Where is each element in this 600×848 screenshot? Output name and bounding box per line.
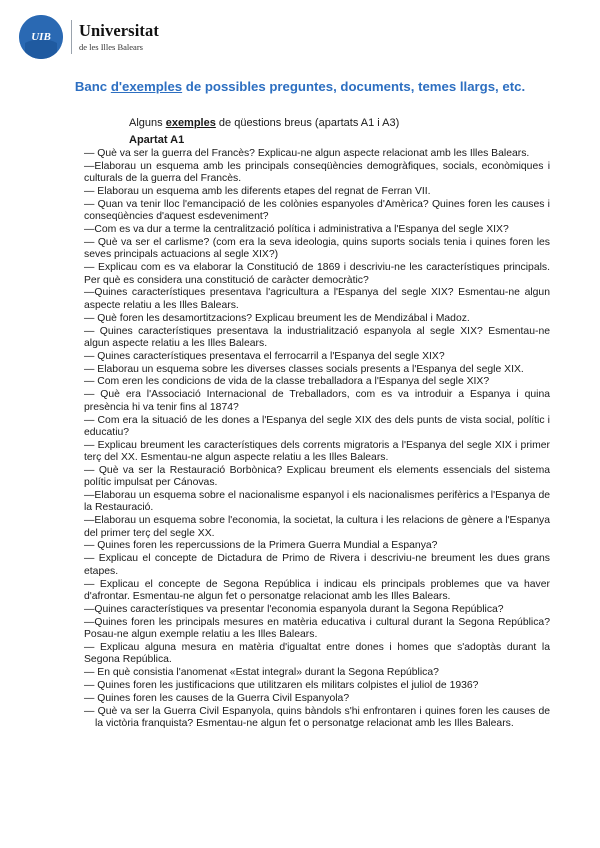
question-item: — Quan va tenir lloc l'emancipació de les colònies espanyoles d'Amèrica? Quines foren les causes i conseqüències d'aquest esdeveniment?: [84, 198, 550, 223]
question-item: — Elaborau un esquema sobre les diverses classes socials presents a l'Espanya del segle XIX.: [84, 363, 524, 375]
question-item: — Quines característiques presentava la industrialització espanyola al segle XIX? Esmentau-ne algun aspecte relatiu a les Illes Balears.: [84, 325, 550, 349]
question-item: — Explicau el concepte de Dictadura de Primo de Rivera i descriviu-ne breument les dues grans etapes.: [84, 553, 550, 577]
question-item: — Explicau breument les característiques dels corrents migratoris a l'Espanya del segle XIX i primer terç del XX. Esmentau-ne algun aspecte relatiu a les Illes Balears.: [84, 439, 550, 464]
uib-emblem: [19, 15, 63, 59]
question-item: —Quines característiques presentava l'agricultura a l'Espanya del segle XIX? Esmentau-ne algun aspecte relatiu a les Illes Balears.: [84, 287, 550, 311]
question-item: —Quines foren les principals mesures en matèria educativa i cultural durant la Segona República? Posau-ne algun exemple relatiu a les Illes Balears.: [84, 616, 550, 640]
question-item: — Elaborau un esquema amb les diferents etapes del regnat de Ferran VII.: [84, 186, 431, 198]
question-item: — Què va ser la guerra del Francès? Explicau-ne algun aspecte relacionat amb les Illes Balears.: [84, 148, 530, 159]
title-pre: Banc: [74, 79, 111, 94]
question-item: — Quines foren les justificacions que utilitzaren els militars colpistes el juliol de 1936?: [84, 679, 479, 691]
university-subname: de les Illes Balears: [79, 41, 143, 52]
question-item: —Quines característiques va presentar l'economia espanyola durant la Segona República?: [84, 603, 504, 615]
logo-emblem-text: UIB: [31, 31, 51, 43]
question-item: —Elaborau un esquema sobre el nacionalisme espanyol i els nacionalismes perifèrics a l'Espanya de la Restauració.: [84, 490, 550, 514]
question-item: — Què era l'Associació Internacional de Treballadors, com es va introduir a Espanya i quina presència hi va tenir fins al 1874?: [84, 389, 550, 413]
question-item: — Com era la situació de les dones a l'Espanya del segle XIX des dels punts de vista social, polític i educatiu?: [84, 414, 550, 438]
university-logo: [19, 15, 159, 59]
question-item: — Explicau el concepte de Segona República i indicau els principals problemes que va haver d'afrontar. Esmentau-ne algun fet o personatge relacionat amb les Illes Balears.: [84, 578, 550, 602]
logo-wordmark: [79, 23, 159, 51]
subtitle-pre: Alguns: [129, 117, 166, 129]
question-item: — Quines foren les causes de la Guerra Civil Espanyola?: [84, 692, 350, 704]
subtitle-bold: exemples: [165, 117, 216, 129]
logo-divider: [71, 20, 72, 54]
question-list: [84, 148, 550, 731]
question-item: — Què va ser la Guerra Civil Espanyola, quins bàndols s'hi enfrontaren i quines foren les causes de la victòria franquista? Esmentau-ne algun fet o personatge relacionat amb les Illes Balears.: [84, 705, 550, 729]
title-underlined: d'exemples: [110, 79, 183, 94]
question-item: — Quines característiques presentava el ferrocarril a l'Espanya del segle XIX?: [84, 350, 445, 362]
question-item: —Com es va dur a terme la centralització política i administrativa a l'Espanya del segle XIX?: [84, 224, 509, 236]
page-title: [0, 79, 600, 94]
question-item: — Quines foren les repercussions de la Primera Guerra Mundial a Espanya?: [84, 540, 438, 552]
question-item: —Elaborau un esquema amb les principals conseqüències demogràfiques, socials, econòmiques i culturals de la guerra del Francès.: [84, 160, 550, 185]
university-name: Universitat: [79, 21, 159, 40]
question-item: — Què foren les desamortitzacions? Explicau breument les de Mendizábal i Madoz.: [84, 312, 470, 324]
question-item: —Elaborau un esquema sobre l'economia, la societat, la cultura i les relacions de gènere a l'Espanya del primer terç del segle XX.: [84, 515, 550, 539]
question-item: — En què consistia l'anomenat «Estat integral» durant la Segona República?: [84, 667, 439, 679]
question-item: — Com eren les condicions de vida de la classe treballadora a l'Espanya del segle XIX?: [84, 376, 490, 388]
question-item: — Explicau alguna mesura en matèria d'igualtat entre dones i homes que s'adoptàs durant la Segona República.: [84, 641, 550, 666]
section-heading: Apartat A1: [129, 134, 185, 146]
question-item: — Què va ser la Restauració Borbònica? Explicau breument els elements essencials del sistema polític impulsat per Cánovas.: [84, 464, 550, 489]
question-item: — Explicau com es va elaborar la Constitució de 1869 i descriviu-ne les característiques principals. Per què es considera una constitució de caràcter democràtic?: [84, 262, 550, 286]
subtitle: [129, 117, 399, 129]
subtitle-post: de qüestions breus (apartats A1 i A3): [215, 117, 400, 129]
question-item: — Què va ser el carlisme? (com era la seva ideologia, quins suports socials tenia i quines foren les seves principals actuacions al segle XIX?): [84, 237, 550, 261]
title-post: de possibles preguntes, documents, temes llargs, etc.: [182, 79, 526, 94]
